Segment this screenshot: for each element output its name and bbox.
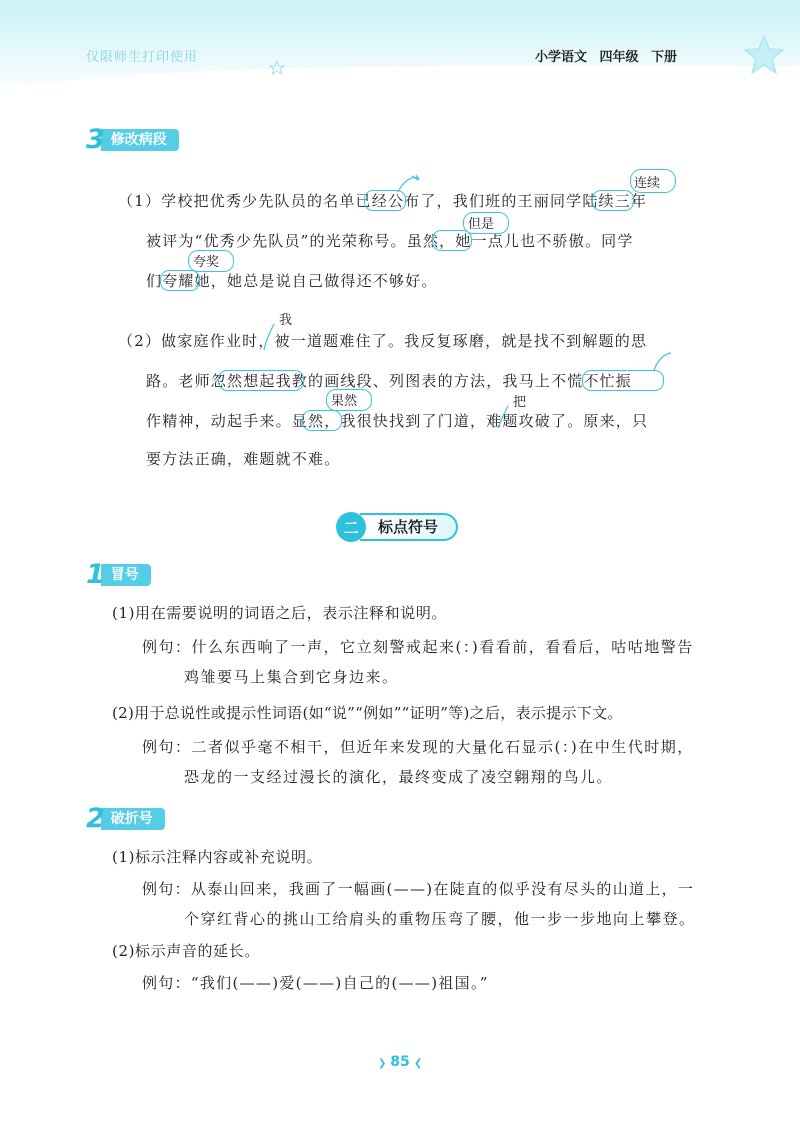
example-text: 鸡雏要马上集合到它身边来。 — [184, 668, 399, 686]
page-arrow-left-icon: ❯ — [378, 1058, 387, 1069]
example-text: 恐龙的一支经过漫长的演化，最终变成了凌空翱翔的鸟儿。 — [184, 768, 614, 786]
insert-mark — [496, 404, 512, 430]
small-star-icon — [268, 59, 286, 77]
replace-mark — [160, 270, 200, 291]
page-number: 85 — [390, 1054, 410, 1070]
annotation: 连续 — [634, 176, 661, 191]
small-star-icon — [462, 22, 474, 34]
p2-line: 作精神，动起手来。显然，我很快找到了门道，难题攻破了。原来，只 — [146, 412, 649, 430]
book-info: 小学语文 四年级 下册 — [535, 50, 678, 65]
annotation: 果然 — [331, 394, 358, 409]
page-arrow-right-icon: ❮ — [414, 1058, 423, 1069]
p1-line: （1）学校把优秀少先队员的名单已经公布了，我们班的王丽同学陆续三年 — [118, 192, 648, 210]
part-badge-punctuation — [336, 513, 476, 541]
rule-text: (2)标示声音的延长。 — [112, 942, 260, 960]
section-number: 1 — [86, 559, 105, 590]
rule-text: (2)用于总说性或提示性词语(如“说”“例如”“证明”等)之后，表示提示下文。 — [112, 704, 623, 722]
delete-mark-tail — [652, 350, 674, 372]
annotation: 但是 — [468, 217, 495, 232]
replace-mark — [432, 230, 472, 251]
section-title: 修改病段 — [101, 129, 179, 151]
delete-mark-tail — [396, 174, 422, 194]
section-badge-dash — [86, 803, 165, 834]
part-title: 标点符号 — [360, 513, 458, 541]
delete-mark — [582, 370, 664, 391]
example-text: 例句：二者似乎毫不相干，但近年来发现的大量化石显示(：)在中生代时期， — [142, 738, 694, 756]
rule-text: (1)标示注释内容或补充说明。 — [112, 848, 323, 866]
rule-text: (1)用在需要说明的词语之后，表示注释和说明。 — [112, 604, 448, 622]
example-text: 例句：从泰山回来，我画了一幅画(——)在陡直的似乎没有尽头的山道上，一 — [142, 880, 695, 898]
section-number: 3 — [86, 124, 105, 155]
p1-line: 们夸耀她，她总是说自己做得还不够好。 — [146, 272, 438, 290]
annotation: 夸奖 — [193, 255, 220, 270]
part-number: 二 — [336, 512, 366, 542]
p1-line: 被评为“优秀少先队员”的光荣称号。虽然，她一点儿也不骄傲。同学 — [146, 232, 634, 250]
delete-mark — [218, 370, 304, 391]
annotation: 我 — [279, 313, 293, 328]
section-number: 2 — [86, 803, 105, 834]
p2-line: 要方法正确，难题就不难。 — [146, 450, 341, 468]
annotation: 把 — [513, 395, 527, 410]
section-title: 冒号 — [101, 564, 151, 586]
p2-line: （2）做家庭作业时，被一道题难住了。我反复琢磨，就是找不到解题的思 — [118, 332, 648, 350]
section-badge-colon — [86, 559, 151, 590]
example-text: 例句：什么东西响了一声，它立刻警戒起来(：)看看前，看看后，咕咕地警告 — [142, 638, 694, 656]
star-icon — [740, 32, 788, 80]
replace-mark — [302, 410, 342, 431]
insert-mark — [262, 322, 278, 352]
section-title: 破折号 — [101, 808, 165, 830]
watermark: 仅限师生打印使用 — [86, 50, 199, 65]
replace-mark — [592, 190, 634, 211]
p2-line: 路。老师忽然想起我教的画线段、列图表的方法，我马上不慌不忙振 — [146, 372, 633, 390]
example-text: 例句：“我们(——)爱(——)自己的(——)祖国。” — [142, 974, 489, 992]
example-text: 个穿红背心的挑山工给肩头的重物压弯了腰，他一步一步地向上攀登。 — [184, 910, 696, 928]
section-badge-revise — [86, 124, 179, 155]
